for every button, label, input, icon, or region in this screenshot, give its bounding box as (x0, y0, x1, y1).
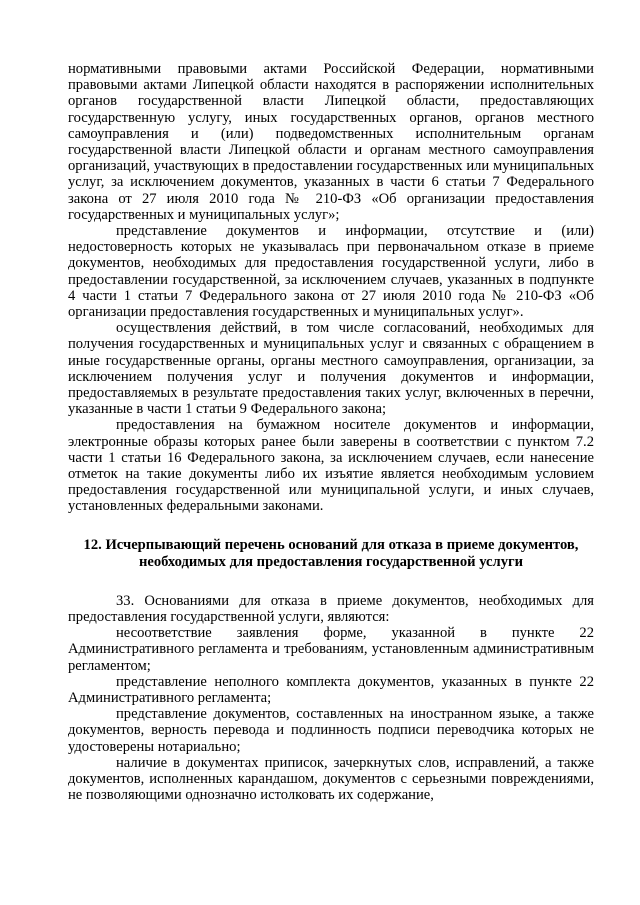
document-body (68, 61, 594, 803)
section-heading (68, 537, 594, 571)
paragraph: осуществления действий, в том числе согласований, необходимых для получения государственных и муниципальных услуг и связанных с обращением в иные государственные органы, органы местного самоуправления, организации, за исключением получения услуг и получения документов и информации, предоставляемых в результате предоставления таких услуг, включенных в перечни, указанные в части 1 статьи 9 Федерального закона; (68, 320, 594, 418)
list-item: наличие в документах приписок, зачеркнутых слов, исправлений, а также документов, исполненных карандашом, документов с серьезными повреждениями, не позволяющими однозначно истолковать их содержание, (68, 754, 594, 804)
section-heading-line: 12. Исчерпывающий перечень оснований для отказа в приеме документов, (83, 536, 579, 553)
list-item: несоответствие заявления форме, указанной в пункте 22 Административного регламента и требованиям, установленным административным регламентом; (68, 625, 594, 674)
list-item: представление неполного комплекта документов, указанных в пункте 22 Административного регламента; (68, 673, 594, 706)
paragraph: 33. Основаниями для отказа в приеме документов, необходимых для предоставления государственной услуги, являются: (68, 592, 594, 625)
paragraph: представление документов и информации, отсутствие и (или) недостоверность которых не указывалась при первоначальном отказе в приеме документов, необходимых для предоставления государственной услуги, либо в предоставлении государственной, за исключением случаев, указанных в подпункте 4 части 1 статьи 7 Федерального закона от 27 июля 2010 года № 210-ФЗ «Об организации предоставления государственных и муниципальных услуг». (68, 223, 594, 321)
paragraph: предоставления на бумажном носителе документов и информации, электронные образы которых ранее были заверены в соответствии с пунктом 7.2 части 1 статьи 16 Федерального закона, за исключением случаев, если нанесение отметок на такие документы либо их изъятие является необходимым условием предоставления государственной или муниципальной услуги, и иных случаев, установленных федеральными законами. (68, 417, 594, 515)
list-item: представление документов, составленных на иностранном языке, а также документов, верность перевода и подлинность подписи переводчика которых не удостоверены нотариально; (68, 706, 594, 755)
paragraph-continuation: нормативными правовыми актами Российской Федерации, нормативными правовыми актами Липецкой области находятся в распоряжении исполнительных органов государственной власти Липецкой области, предоставляющих государственную услугу, иных государственных органов, органов местного самоуправления и (или) подведомственных исполнительным органам государственной власти Липецкой области и органам местного самоуправления организаций, участвующих в предоставлении государственных или муниципальных услуг, за исключением документов, указанных в части 6 статьи 7 Федерального закона от 27 июля 2010 года № 210-ФЗ «Об организации предоставления государственных и муниципальных услуг»; (68, 61, 594, 223)
section-heading-line: необходимых для предоставления государственной услуги (138, 553, 524, 570)
